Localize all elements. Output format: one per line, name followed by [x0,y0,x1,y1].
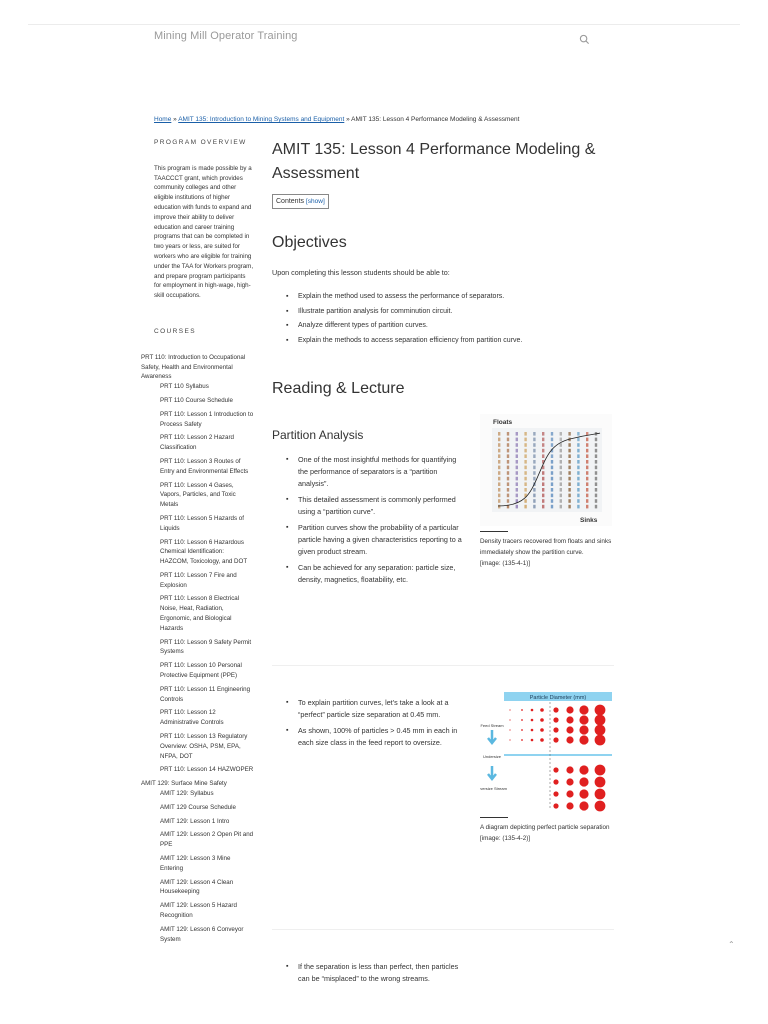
tracer-particle [568,466,570,470]
sidebar-course-link[interactable]: PRT 110: Lesson 7 Fire and Explosion [160,571,237,589]
sidebar [141,138,254,948]
tracer-particle [524,438,526,442]
tracer-particle [533,454,535,458]
page-title: AMIT 135: Lesson 4 Performance Modeling & Assessment [272,141,596,182]
density-tracers-image [480,414,612,526]
particle-dot [579,715,588,724]
tracer-particle [498,477,500,481]
tracer-particle [560,454,562,458]
tracer-particle [586,499,588,503]
particle-dots [509,705,605,812]
feed-arrow-icon [488,730,496,743]
contents-show-toggle[interactable]: [show] [305,198,325,205]
tracer-particle [568,460,570,464]
sidebar-course-link[interactable]: PRT 110: Lesson 9 Safety Permit Systems [160,638,252,656]
tracer-particle [551,477,553,481]
list-item: ▪ One of the most insightful methods for quantifying the performance of separators is a “partition analysis”. [286,454,466,490]
tracer-particle [560,488,562,492]
sidebar-course-link[interactable]: PRT 110: Lesson 4 Gases, Vapors, Particles, and Toxic Metals [160,481,236,509]
tracer-particle [524,477,526,481]
tracer-particle [507,443,509,447]
sidebar-course-link[interactable]: AMIT 129: Lesson 1 Intro [160,817,230,825]
particle-dot [521,729,523,731]
tracer-particle [577,454,579,458]
tracer-particle [507,460,509,464]
tracer-particle [560,438,562,442]
tracer-particle [577,471,579,475]
tracer-particle [595,505,597,509]
tracer-particle [516,482,518,486]
program-overview-heading: PROGRAM OVERVIEW [154,139,247,146]
tracer-particle [560,443,562,447]
sidebar-course-link[interactable]: PRT 110: Lesson 11 Engineering Controls [160,685,251,703]
breadcrumb [154,116,519,123]
figure-density-tracers [480,414,612,569]
tracer-particle [595,488,597,492]
particle-dot [595,765,606,776]
sidebar-course-link[interactable]: AMIT 129: Lesson 2 Open Pit and PPE [160,831,254,849]
particle-dot [566,726,573,733]
floats-label: Floats [493,419,513,426]
tracer-particle [586,460,588,464]
tracer-particle [542,488,544,492]
tracer-particle [560,471,562,475]
figure-caption: A diagram depicting perfect particle separation [480,824,610,831]
tracer-particle [577,477,579,481]
tracer-particle [560,482,562,486]
caption-rule [480,817,508,818]
objectives-intro: Upon completing this lesson students should be able to: [272,268,450,277]
tracer-particle [586,466,588,470]
particle-dot [553,737,558,742]
tracer-particle [524,488,526,492]
tracer-particle [586,449,588,453]
tracer-particle [577,488,579,492]
list-item: ▪ Analyze different types of partition curves. [286,322,522,329]
tracer-particle [551,438,553,442]
tracer-particle [507,454,509,458]
particle-dot [595,705,606,716]
particle-dot [509,729,510,730]
tracer-particle [516,443,518,447]
tracer-particle [507,488,509,492]
tracer-particle [524,432,526,436]
particle-dot [595,801,606,812]
sidebar-course-link[interactable]: AMIT 129 Course Schedule [160,803,236,811]
particle-dot [509,739,510,740]
tracer-particle [533,488,535,492]
figure-particle-separation [480,690,612,844]
sidebar-course-link[interactable]: AMIT 129: Surface Mine Safety [141,780,227,788]
tracer-particle [577,505,579,509]
courses-heading: COURSES [154,327,196,335]
particle-dot [566,706,573,713]
particle-dot [579,765,588,774]
list-item: ▪ Explain the methods to access separation efficiency from partition curve. [286,337,522,344]
feed-stream-label: Feed Stream [480,723,504,728]
particle-dot [531,709,534,712]
tracer-particle [595,499,597,503]
list-item: ▪ If the separation is less than perfect, then particles can be “misplaced” to the wrong streams. [286,961,466,985]
tracer-particle [533,477,535,481]
tracer-particle [524,482,526,486]
objectives-list [286,293,522,351]
particle-dot [566,736,573,743]
section-divider [272,665,614,666]
sidebar-course-link[interactable]: AMIT 129: Lesson 3 Mine Entering [160,855,231,872]
tracer-particle [524,466,526,470]
tracer-particle [533,432,535,436]
tracer-particle [524,460,526,464]
partition-analysis-heading: Partition Analysis [272,428,364,442]
tracer-particle [542,432,544,436]
sidebar-course-link[interactable]: PRT 110: Lesson 12 Administrative Controls [160,709,224,727]
sidebar-course-link[interactable]: PRT 110: Lesson 1 Introduction to Process Safety [160,410,254,428]
tracer-particle [568,505,570,509]
tracer-particle [498,482,500,486]
tracer-particle [595,482,597,486]
program-overview-text: This program is made possible by a TAACCCT grant, which provides community colleges and other eligible institutions of higher education with funds to expand and improve their ability to deliver education and career training programs that can be completed in two years or less, are suited for workers who are eligible for training under the TAA for Workers program, and prepare program participants for employment in high-wage, high-skill occupations. [154,164,254,300]
main-content [272,138,614,344]
section2-bullets [286,697,466,753]
tracer-particle [516,454,518,458]
tracer-particle [498,454,500,458]
particle-dot [579,735,588,744]
tracer-particle [586,438,588,442]
particle-dot [509,719,510,720]
tracer-particle [516,449,518,453]
breadcrumb-home-link[interactable]: Home [154,116,172,123]
tracer-particle [551,494,553,498]
particle-dot [566,766,573,773]
figure-image-ref: [image: (135-4-1)] [480,560,531,567]
tracer-particle [542,494,544,498]
particle-dot [540,728,544,732]
list-item: ▪ Illustrate partition analysis for comminution circuit. [286,308,522,315]
particle-diameter-label: Particle Diameter (mm) [529,695,587,701]
tracer-particle [533,471,535,475]
contents-label: Contents [276,198,305,205]
list-item: ▪ This detailed assessment is commonly performed using a “partition curve”. [286,494,466,518]
tracer-particle [551,466,553,470]
tracer-particle [507,438,509,442]
tracer-particle [542,454,544,458]
tracer-particle [524,443,526,447]
particle-dot [595,715,606,726]
particle-dot [566,716,573,723]
tracer-particle [568,449,570,453]
tracer-particle [568,454,570,458]
particle-dot [553,717,558,722]
tracer-particle [524,471,526,475]
tracer-particle [524,505,526,509]
tracer-particle [568,471,570,475]
list-item: ▪ Explain the method used to assess the performance of separators. [286,293,522,300]
tracer-particle [524,454,526,458]
tracer-particle [595,494,597,498]
tracer-particle [551,488,553,492]
particle-dot [566,802,573,809]
particle-dot [553,767,558,772]
sidebar-course-link[interactable]: PRT 110: Lesson 10 Personal Protective Equipment (PPE) [160,662,242,680]
tracer-particle [516,494,518,498]
particle-dot [595,735,606,746]
tracer-particle [568,488,570,492]
section-divider [272,929,614,930]
particle-dot [566,778,573,785]
tracer-particle [577,443,579,447]
tracer-particle [577,499,579,503]
tracer-particle [498,505,500,509]
tracer-particle [507,499,509,503]
tracer-particle [533,499,535,503]
tracer-particle [551,499,553,503]
tracer-particle [560,499,562,503]
tracer-particle [560,432,562,436]
particle-dot [540,708,544,712]
tracer-particle [498,443,500,447]
tracer-particle [542,482,544,486]
tracer-particle [586,477,588,481]
tracer-particle [507,471,509,475]
particle-dot [521,709,523,711]
sidebar-course-link[interactable]: PRT 110: Lesson 2 Hazard Classification [160,434,234,452]
sidebar-course-link[interactable]: PRT 110: Lesson 13 Regulatory Overview: OSHA, PSM, EPA, NFPA, DOT [160,733,248,760]
tracer-particle [551,443,553,447]
tracer-particle [524,499,526,503]
partition-bullets [286,454,466,590]
tracer-particle [551,505,553,509]
sidebar-course-link[interactable]: PRT 110: Lesson 14 HAZWOPER [160,766,254,774]
tracer-particle [560,466,562,470]
tracer-particle [516,505,518,509]
oversize-arrow-icon [488,766,496,779]
tracer-particle [577,438,579,442]
tracer-particle [498,432,500,436]
section3-bullets [286,961,466,989]
particle-dot [521,719,523,721]
tracer-particle [498,494,500,498]
tracer-particle [542,449,544,453]
particle-dot [595,789,606,800]
tracer-particle [568,494,570,498]
tracer-particle [498,438,500,442]
particle-dot [595,725,606,736]
tracer-particle [542,438,544,442]
courses-list [141,353,254,945]
tracer-particle [595,443,597,447]
sidebar-course-link[interactable]: AMIT 129: Lesson 4 Clean Housekeeping [160,878,234,896]
tracer-particle [542,471,544,475]
tracer-particle [551,460,553,464]
tracer-particle [595,449,597,453]
particle-dot [531,739,534,742]
particle-dot [553,727,558,732]
scroll-to-top-icon[interactable]: ⌃ [728,940,735,949]
tracer-particle [560,449,562,453]
breadcrumb-course-link[interactable]: AMIT 135: Introduction to Mining Systems and Equipment [178,116,345,123]
tracer-particle [498,499,500,503]
tracer-particle [595,438,597,442]
tracer-particle [577,494,579,498]
tracer-particle [516,460,518,464]
particle-dot [579,801,588,810]
sidebar-course-link[interactable]: AMIT 129: Lesson 6 Conveyor System [160,925,244,943]
particle-dot [540,718,544,722]
site-title[interactable]: Mining Mill Operator Training [154,30,298,42]
tracer-particle [498,466,500,470]
tracer-particle [516,477,518,481]
tracer-particle [560,505,562,509]
tracer-particle [595,471,597,475]
tracer-particle [560,494,562,498]
figure-caption: Density tracers recovered from floats and sinks immediately show the partition curve. [480,538,612,556]
tracer-particle [507,477,509,481]
particle-dot [579,705,588,714]
search-icon[interactable] [579,34,590,45]
tracer-particle [568,443,570,447]
sidebar-course-link[interactable]: PRT 110 Syllabus [160,383,209,391]
particle-dot [579,789,588,798]
tracer-particle [533,466,535,470]
tracer-particle [542,443,544,447]
caption-rule [480,531,508,532]
tracer-particle [560,477,562,481]
sidebar-course-link[interactable]: PRT 110: Lesson 3 Routes of Entry and Environmental Effects [160,457,249,475]
tracer-particle [586,505,588,509]
tracer-particle [568,432,570,436]
sidebar-course-link[interactable]: PRT 110: Lesson 6 Hazardous Chemical Identification: HAZCOM, Toxicology, and DOT [160,538,248,566]
tracer-particle [516,471,518,475]
sidebar-course-link[interactable]: AMIT 129: Lesson 5 Hazard Recognition [160,902,237,919]
tracer-particle [551,482,553,486]
particle-separation-image [480,690,612,812]
figure-image-ref: [image: (135-4-2)] [480,835,531,842]
tracer-particle [551,432,553,436]
tracer-particle [551,471,553,475]
tracer-particle [516,488,518,492]
tracer-particle [542,505,544,509]
list-item: ▪ As shown, 100% of particles > 0.45 mm in each in each size class in the feed report to oversize. [286,725,466,749]
particle-dot [553,791,558,796]
list-item: ▪ To explain partition curves, let’s take a look at a “perfect” particle size separation at 0.45 mm. [286,697,466,721]
tracer-particle [524,449,526,453]
sinks-label: Sinks [580,517,598,524]
tracer-particle [577,460,579,464]
tracer-particle [507,494,509,498]
tracer-particle [533,460,535,464]
oversize-stream-label: Oversize Stream [480,786,507,791]
tracer-particle [498,449,500,453]
list-item: ▪ Can be achieved for any separation: particle size, density, magnetics, floatability, etc. [286,562,466,586]
particle-dot [579,725,588,734]
breadcrumb-current: AMIT 135: Lesson 4 Performance Modeling & Assessment [351,116,520,123]
tracer-particle [560,460,562,464]
tracer-particle [507,482,509,486]
particle-dot [553,803,558,808]
tracer-particle [586,454,588,458]
tracer-particle [533,449,535,453]
tracer-particle [516,432,518,436]
particle-dot [509,709,510,710]
tracer-particle [498,460,500,464]
tracer-particle [498,471,500,475]
sidebar-course-link[interactable]: PRT 110 Course Schedule [160,396,233,404]
tracer-particle [568,477,570,481]
sidebar-course-link[interactable]: PRT 110: Introduction to Occupational Safety, Health and Environmental Awareness [141,353,246,381]
tracer-particle [533,505,535,509]
tracer-particle [586,471,588,475]
reading-lecture-heading: Reading & Lecture [272,380,405,397]
tracer-particle [595,477,597,481]
tracer-particle [507,466,509,470]
particle-dot [540,738,544,742]
tracer-particle [586,443,588,447]
sidebar-course-link[interactable]: AMIT 129: Syllabus [160,790,214,798]
header-rule [28,24,740,25]
tracer-particle [595,454,597,458]
particle-dot [595,777,606,788]
tracer-particle [542,499,544,503]
sidebar-course-link[interactable]: PRT 110: Lesson 8 Electrical Noise, Heat, Radiation, Ergonomic, and Biological Hazards [160,595,240,632]
particle-dot [521,739,523,741]
tracer-particle [507,432,509,436]
tracer-particle [595,466,597,470]
tracer-particle [533,494,535,498]
tracer-particle [568,482,570,486]
tracer-particle [568,499,570,503]
table-of-contents [272,194,329,209]
tracer-particle [577,432,579,436]
tracer-particle [533,443,535,447]
tracer-particle [498,488,500,492]
undersize-label: Undersize [482,754,502,759]
particle-dot [531,719,534,722]
objectives-heading: Objectives [272,234,347,251]
tracer-particle [577,482,579,486]
tracer-particle [595,460,597,464]
tracer-particle [551,454,553,458]
breadcrumb-separator: » [344,116,352,123]
list-item: ▪ Partition curves show the probability of a particular particle having a given characteristics reporting to a given product stream. [286,522,466,558]
tracer-particle [586,488,588,492]
tracer-particle [507,449,509,453]
particle-dot [566,790,573,797]
tracer-particle [516,466,518,470]
sidebar-course-link[interactable]: PRT 110: Lesson 5 Hazards of Liquids [160,514,244,532]
tracer-particle [516,438,518,442]
tracer-particle [533,438,535,442]
particle-dot [531,729,534,732]
particle-dot [553,707,558,712]
particle-dot [553,779,558,784]
particle-dot [579,777,588,786]
tracer-particle [577,449,579,453]
tracer-particle [586,482,588,486]
tracer-particle [586,494,588,498]
tracer-particle [542,477,544,481]
breadcrumb-separator: » [171,116,179,123]
tracer-particle [577,466,579,470]
